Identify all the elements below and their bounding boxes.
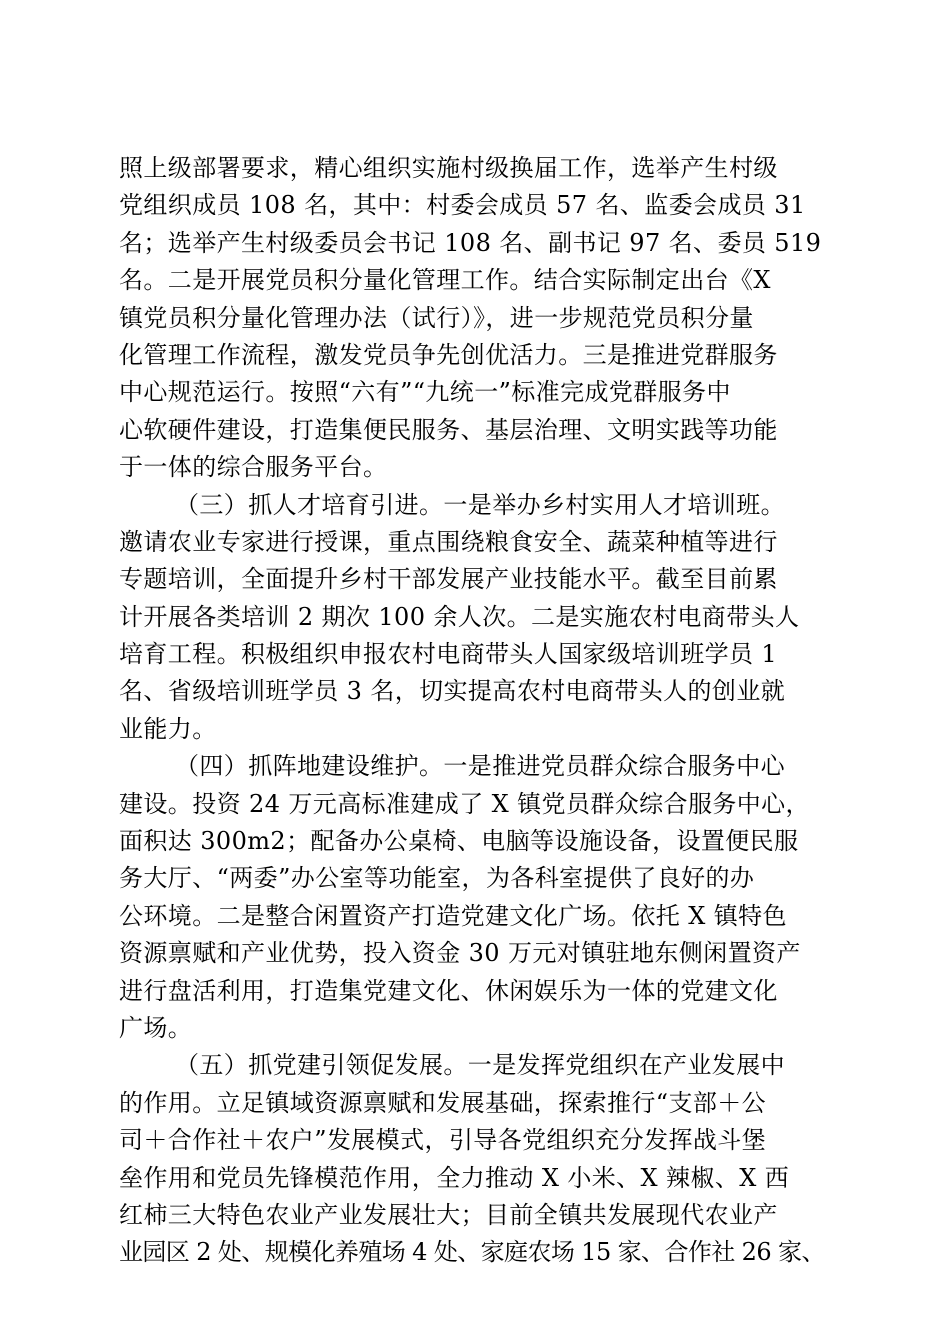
- text-line: 名；选举产生村级委员会书记 108 名、副书记 97 名、委员 519: [119, 228, 822, 257]
- text-line: 面积达 300m2；配备办公桌椅、电脑等设施设备，设置便民服: [119, 827, 799, 856]
- text-line: 司＋合作社＋农户”发展模式，引导各党组织充分发挥战斗堡: [119, 1126, 767, 1155]
- text-line: 心软硬件建设，打造集便民服务、基层治理、文明实践等功能: [119, 415, 778, 444]
- text-line: 培育工程。积极组织申报农村电商带头人国家级培训班学员 1: [119, 640, 778, 669]
- text-line: 计开展各类培训 2 期次 100 余人次。二是实施农村电商带头人: [119, 602, 800, 631]
- text-line: 业能力。: [119, 714, 217, 743]
- text-line: 于一体的综合服务平台。: [119, 453, 388, 482]
- text-line: 务大厅、“两委”办公室等功能室，为各科室提供了良好的办: [119, 864, 755, 893]
- text-line: 邀请农业专家进行授课，重点围绕粮食安全、蔬菜种植等进行: [119, 527, 778, 556]
- paragraph-first-line: （五）抓党建引领促发展。一是发挥党组织在产业发展中: [175, 1051, 785, 1080]
- text-line: 广场。: [119, 1013, 193, 1042]
- text-line: 资源禀赋和产业优势，投入资金 30 万元对镇驻地东侧闲置资产: [119, 939, 801, 968]
- text-line: 镇党员积分量化管理办法（试行）》，进一步规范党员积分量: [119, 303, 754, 332]
- text-line: 党组织成员 108 名，其中：村委会成员 57 名、监委会成员 31: [119, 191, 806, 220]
- text-line: 照上级部署要求，精心组织实施村级换届工作，选举产生村级: [119, 154, 778, 182]
- text-line: 专题培训，全面提升乡村干部发展产业技能水平。截至目前累: [119, 565, 778, 594]
- text-line: 名。二是开展党员积分量化管理工作。结合实际制定出台《X: [119, 266, 771, 295]
- text-line: 红柿三大特色农业产业发展壮大；目前全镇共发展现代农业产: [119, 1200, 778, 1229]
- text-line: 垒作用和党员先锋模范作用，全力推动 X 小米、X 辣椒、X 西: [119, 1163, 790, 1192]
- paragraph-first-line: （四）抓阵地建设维护。一是推进党员群众综合服务中心: [175, 752, 785, 781]
- text-line: 的作用。立足镇域资源禀赋和发展基础，探索推行“支部＋公: [119, 1088, 767, 1117]
- paragraph-first-line: （三）抓人才培育引进。一是举办乡村实用人才培训班。: [175, 490, 785, 519]
- text-line: 中心规范运行。按照“六有”“九统一”标准完成党群服务中: [119, 378, 731, 407]
- text-line: 建设。投资 24 万元高标准建成了 X 镇党员群众综合服务中心，: [119, 789, 810, 818]
- document-body-text: [119, 150, 831, 1272]
- text-line: 业园区 2 处、规模化养殖场 4 处、家庭农场 15 家、合作社 26 家、: [119, 1238, 825, 1267]
- text-line: 进行盘活利用，打造集党建文化、休闲娱乐为一体的党建文化: [119, 976, 778, 1005]
- text-line: 化管理工作流程，激发党员争先创优活力。三是推进党群服务: [119, 340, 778, 369]
- text-line: 名、省级培训班学员 3 名，切实提高农村电商带头人的创业就: [119, 677, 786, 706]
- text-line: 公环境。二是整合闲置资产打造党建文化广场。依托 X 镇特色: [119, 901, 787, 930]
